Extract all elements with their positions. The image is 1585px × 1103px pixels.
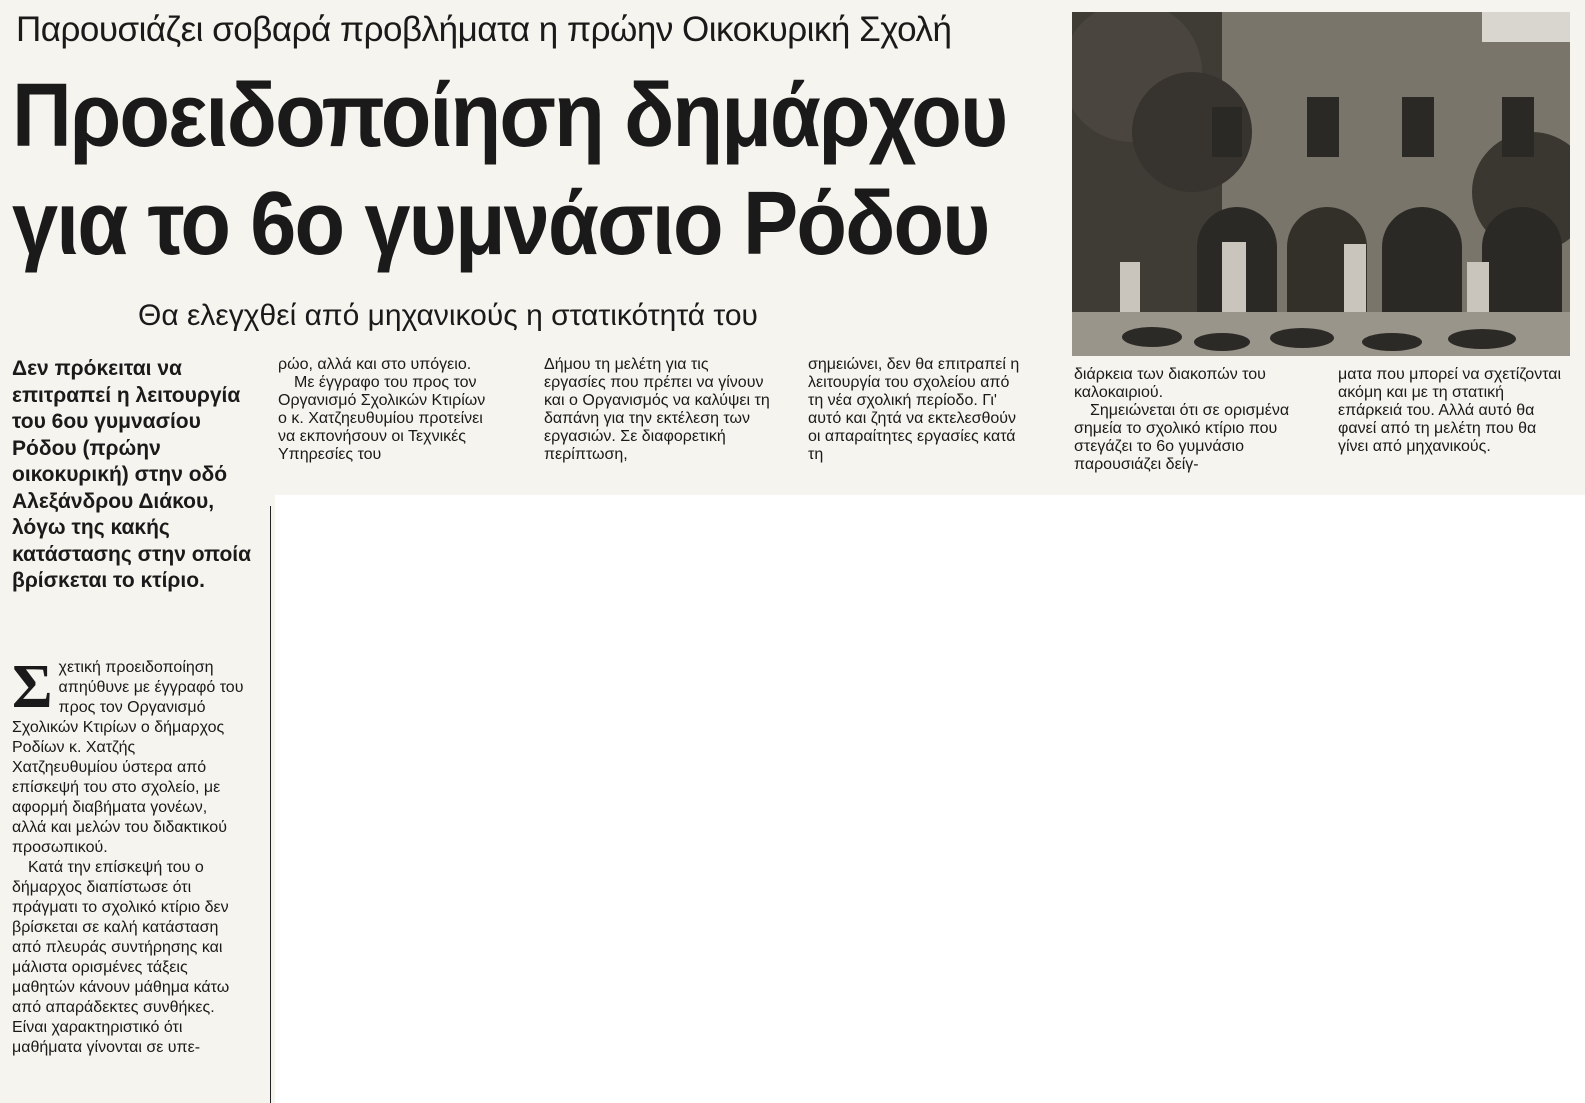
building-photo xyxy=(1072,12,1570,356)
column-1-paragraph-1 xyxy=(12,653,244,858)
column-2-paragraph-2: Με έγγραφο του προς τον Οργανισμό Σχολικών Κτιρίων ο κ. Χατζηευθυμίου προτείνει να εκπονήσουν οι Τεχνικές Υπηρεσίες του xyxy=(278,374,486,463)
article-column-5 xyxy=(1074,366,1306,474)
column-5-paragraph-2: Σημειώνεται ότι σε ορισμένα σημεία το σχολικό κτίριο που στεγάζει το 6ο γυμνάσιο παρουσιάζει δείγ- xyxy=(1074,402,1290,473)
article-subhead: Θα ελεγχθεί από μηχανικούς η στατικότητά του xyxy=(138,299,758,332)
column-3-paragraph-1: Δήμου τη μελέτη για τις εργασίες που πρέπει να γίνουν και ο Οργανισμός να καλύψει τη δαπάνη για την εκτέλεση των εργασιών. Σε διαφορετική περίπτωση, xyxy=(544,356,770,463)
column-4-paragraph-1: σημειώνει, δεν θα επιτραπεί η λειτουργία του σχολείου από τη νέα σχολική περίοδο. Γι' αυτό και ζητά να εκτελεσθούν οι απαραίτητες εργασίες κατά τη xyxy=(808,356,1020,463)
drop-cap: Σ xyxy=(12,653,53,721)
article-column-4 xyxy=(808,356,1022,464)
building-photo-image xyxy=(1072,12,1570,356)
article-lead: Δεν πρόκειται να επιτραπεί η λειτουργία του 6ου γυμνασίου Ρόδου (πρώην οικοκυρική) στην οδό Αλεξάνδρου Διάκου, λόγω της κακής κατάστασης στην οποία βρίσκεται το κτίριο. xyxy=(12,357,252,592)
article-headline xyxy=(12,62,1007,278)
column-6-paragraph-1: ματα που μπορεί να σχετίζονται ακόμη και με τη στατική επάρκειά του. Αλλά αυτό θα φανεί από τη μελέτη που θα γίνει από μηχανικούς. xyxy=(1338,366,1562,455)
column-2-paragraph-1: ρώο, αλλά και στο υπόγειο. xyxy=(278,356,472,373)
column-1-paragraph-2: Κατά την επίσκεψή του ο δήμαρχος διαπίστωσε ότι πράγματι το σχολικό κτίριο δεν βρίσκεται σε καλή κατάσταση από πλευράς συντήρησης και μάλιστα ορισμένες τάξεις μαθητών κάνουν μάθημα κάτω από απαράδεκτες συνθήκες. Είναι χαρακτηριστικό ότι μαθήματα γίνονται σε υπε- xyxy=(12,859,230,1056)
headline-line-1: Προειδοποίηση δημάρχου xyxy=(12,66,1007,166)
column-5-paragraph-1: διάρκεια των διακοπών του καλοκαιριού. xyxy=(1074,366,1266,401)
article-column-2 xyxy=(278,356,490,464)
article-column-6 xyxy=(1338,366,1566,456)
article-kicker: Παρουσιάζει σοβαρά προβλήματα η πρώην Οικοκυρική Σχολή xyxy=(16,10,952,49)
headline-line-2: για το 6ο γυμνάσιο Ρόδου xyxy=(12,174,989,274)
column-1-paragraph-1-text: χετική προειδοποίηση απηύθυνε με έγγραφό του προς τον Οργανισμό Σχολικών Κτιρίων ο δήμαρχος Ροδίων κ. Χατζής Χατζηευθυμίου ύστερα από επίσκεψή του στο σχολείο, με αφορμή διαβήματα γονέων, αλλά και μελών του διδακτικού προσωπικού. xyxy=(12,659,244,856)
article-column-1 xyxy=(12,653,244,1058)
column-divider xyxy=(270,506,271,1103)
article-column-3 xyxy=(544,356,770,464)
